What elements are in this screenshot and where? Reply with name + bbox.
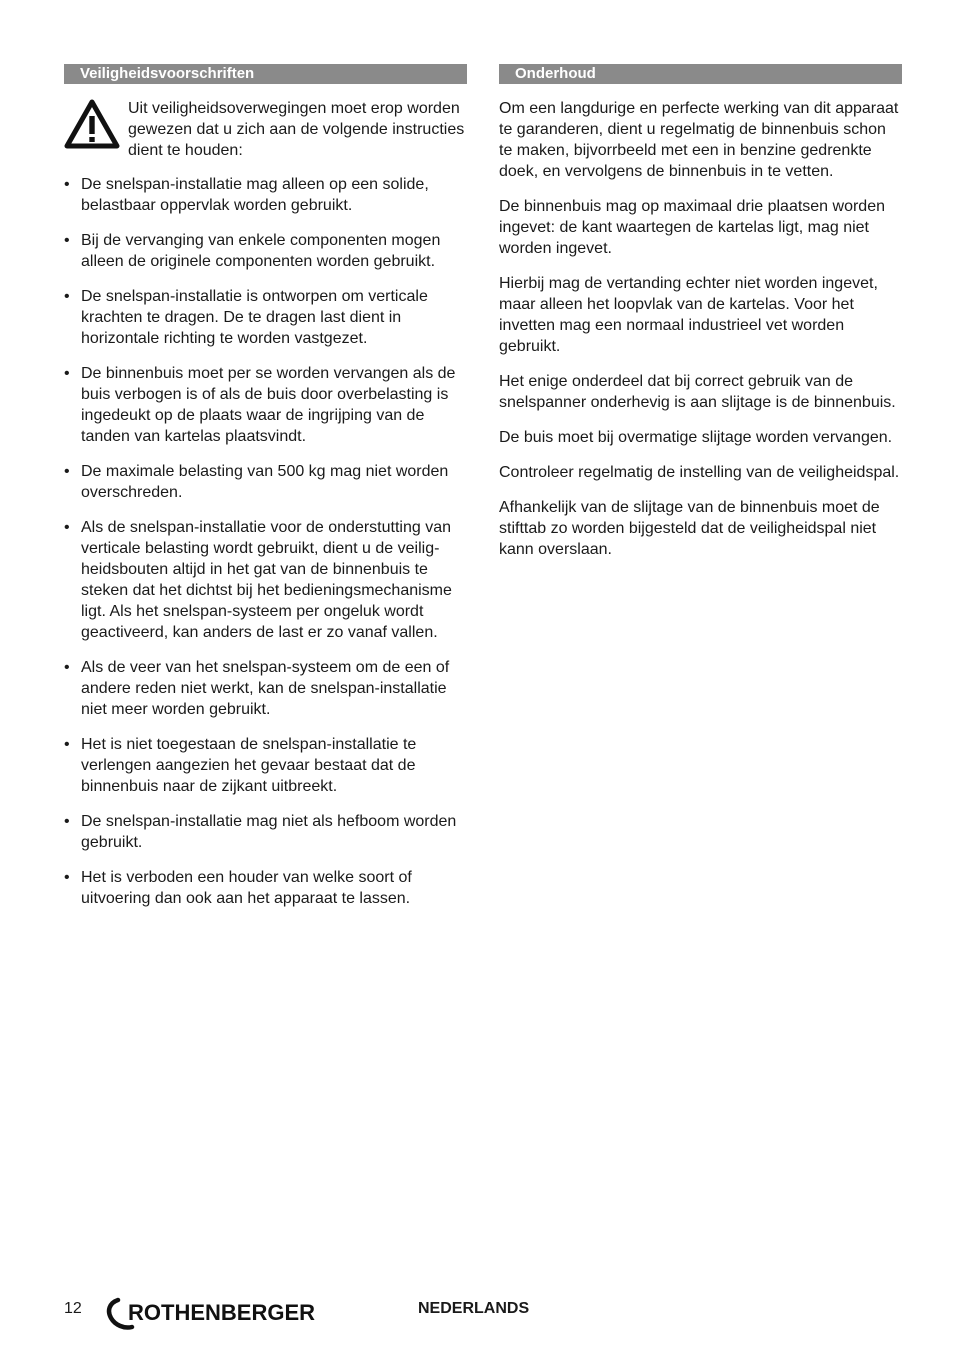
paragraph: Om een langdurige en perfecte werking van dit apparaat te garanderen, dient u regelmatig de binnenbuis schon te maken, bijvorrbeeld met een in benzine gedrenkte doek, en vervolgens de binnenbuis in te vetten. [499,100,899,180]
warning-triangle-icon [64,99,120,149]
paragraph: Het enige onderdeel dat bij correct gebruik van de snelspanner onderhevig is aan slijtage is de binnenbuis. [499,373,896,411]
list-item: • De snelspan-installatie mag niet als hefboom worden gebruikt. [64,811,467,853]
list-item: • Het is verboden een houder van welke soort of uitvoering dan ook aan het apparaat te lassen. [64,867,467,909]
maintenance-heading: Onderhoud [499,64,902,84]
paragraph: De buis moet bij overmatige slijtage worden vervangen. [499,429,893,446]
page-number: 12 [64,1300,82,1317]
list-item: • Als de snelspan-installatie voor de onderstutting van verticale belasting wordt gebruikt, dient u de veilig-heidsbouten altijd in het gat van de binnenbuis te steken dat het dichtst bij het bedieningsmechanisme ligt. Als het snelspan-systeem per ongeluk wordt geactiveerd, kan anders de last er zo vanaf vallen. [64,517,467,643]
rothenberger-logo [104,1297,344,1331]
list-item: • De snelspan-installatie is ontworpen om verticale krachten te dragen. De te dragen last dient in horizontale richting te worden vastgezet. [64,286,467,349]
paragraph: Hierbij mag de vertanding echter niet worden ingevet, maar alleen het loopvlak van de kartelas. Voor het invetten mag een normaal industrieel vet worden gebruikt. [499,275,878,355]
list-item: • Als de veer van het snelspan-systeem om de een of andere reden niet werkt, kan de snelspan-installatie niet meer worden gebruikt. [64,657,467,720]
list-item: • De binnenbuis moet per se worden vervangen als de buis verbogen is of als de buis door overbelasting is ingedeukt op de plaats waar de ingrijping van de tanden van kartelas plaatsvindt. [64,363,467,447]
paragraph: Afhankelijk van de slijtage van de binnenbuis moet de stifttab zo worden bijgesteld dat de veiligheidspal niet kann overslaan. [499,499,880,558]
list-item: • De maximale belasting van 500 kg mag niet worden overschreden. [64,461,467,503]
list-item: • De snelspan-installatie mag alleen op een solide, belastbaar oppervlak worden gebruikt. [64,174,467,216]
page-footer [0,1297,954,1333]
safety-heading: Veiligheidsvoorschriften [64,64,467,84]
warning-block [64,98,467,160]
maintenance-section [499,64,902,574]
language-label: NEDERLANDS [418,1300,530,1317]
maintenance-body [499,98,902,560]
brand-name: ROTHENBERGER [128,1300,316,1325]
safety-list [64,174,467,909]
paragraph: Controleer regelmatig de instelling van de veiligheidspal. [499,464,900,481]
paragraph: De binnenbuis mag op maximaal drie plaatsen worden ingevet: de kant waartegen de kartelas ligt, mag niet worden ingevet. [499,198,885,257]
warning-text: Uit veiligheidsoverwegingen moet erop worden gewezen dat u zich aan de volgende instructies dient te houden: [128,100,465,159]
list-item: • Het is niet toegestaan de snelspan-installatie te verlengen aangezien het gevaar bestaat dat de binnenbuis naar de zijkant uitbreekt. [64,734,467,797]
list-item: • Bij de vervanging van enkele componenten mogen alleen de originele componenten worden gebruikt. [64,230,467,272]
safety-section [64,64,467,923]
